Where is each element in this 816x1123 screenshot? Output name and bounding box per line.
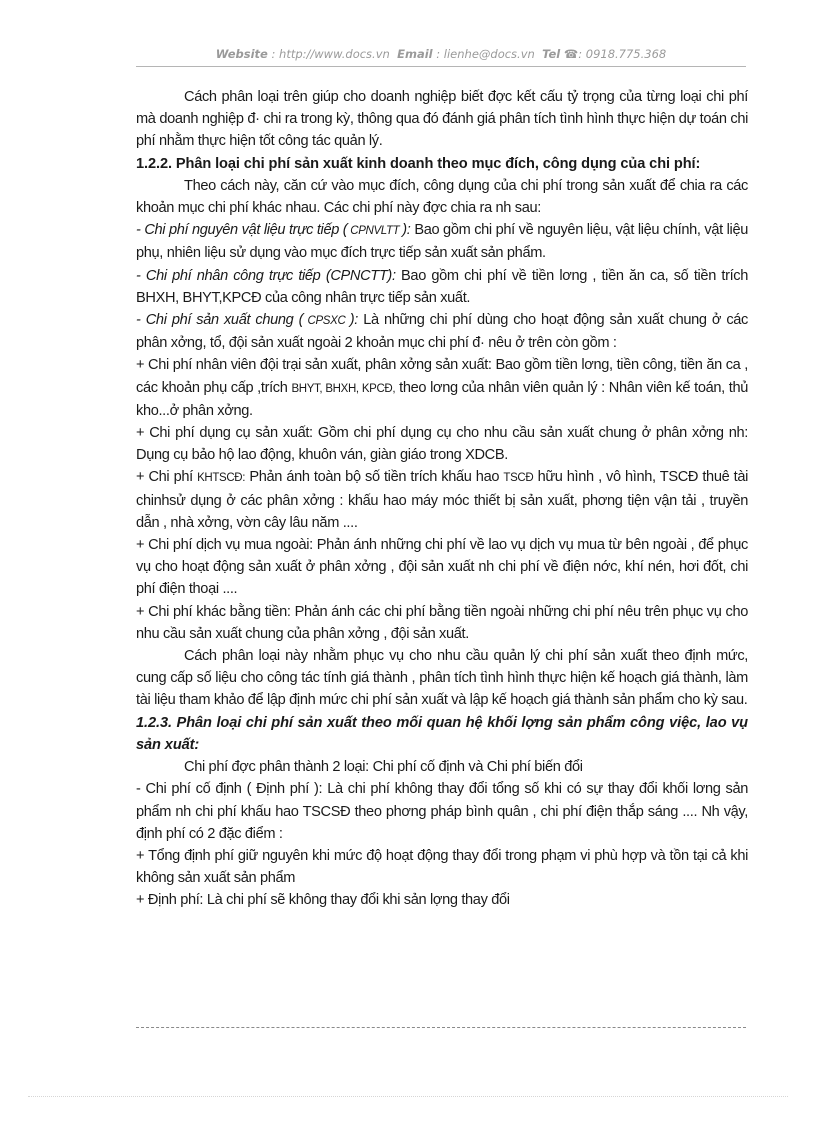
website-url[interactable]: : http://www.docs.vn (271, 47, 390, 61)
section-heading-1-2-2: 1.2.2. Phân loại chi phí sản xuất kinh doanh theo mục đích, công dụng của chi phí: (136, 155, 701, 172)
paragraph-fixed-cost-feature-1: + Tổng định phí giữ nguyên khi mức độ hoạt động thay đổi trong phạm vi phù hợp và tồn tại cả khi không sản xuất sản phẩm (136, 847, 748, 887)
paragraph-direct-material: - Chi phí nguyên vật liệu trực tiếp ( CPNVLTT ): Bao gồm chi phí về nguyên liệu, vật liệu chính, vật liệu phụ, nhiên liệu sử dụng vào mục đích trực tiếp sản xuất sản phẩm. (136, 222, 748, 262)
paragraph-tools-cost: + Chi phí dụng cụ sản xuất: Gồm chi phí dụng cụ cho nhu cầu sản xuất chung ở phân xởng nh: Dụng cụ bảo hộ lao động, khuôn ván, giàn giáo trong XDCB. (136, 425, 748, 464)
email-value[interactable]: : lienhe@docs.vn (436, 47, 535, 61)
tel-value: : 0918.775.368 (578, 47, 667, 61)
paragraph: Cách phân loại trên giúp cho doanh nghiệp biết đợc kết cấu tỷ trọng của từng loại chi phí mà doanh nghiệp đ· chi ra trong kỳ, thông qua đó đánh giá phân tích tình hình thực hiện dự toán chi phí nhằm thực hiện tốt công tác quản lý. (136, 89, 748, 150)
section-heading-1-2-3: 1.2.3. Phân loại chi phí sản xuất theo mối quan hệ khối lợng sản phẩm công việc, lao vụ sản xuất: (136, 714, 748, 753)
phone-icon: ☎ (563, 47, 579, 61)
paragraph-staff-cost: + Chi phí nhân viên đội trại sản xuất, phân xởng sản xuất: Bao gồm tiền lơng, tiền công, tiền ăn ca , các khoản phụ cấp ,trích BHYT, BHXH, KPCĐ, theo lơng của nhân viên quản lý : Nhân viên kế toán, thủ kho...ở phân xởng. (136, 357, 748, 419)
paragraph-fixed-cost: - Chi phí cố định ( Định phí ): Là chi phí không thay đổi tổng số khi có sự thay đổi khối lơng sản phẩm nh chi phí khấu hao TSCSĐ theo phơng pháp bình quân , chi phí điện thắp sáng .... Nh vậy, định phí có 2 đặc điểm : (136, 781, 748, 842)
paragraph-general-production: - Chi phí sản xuất chung ( CPSXC ): Là những chi phí dùng cho hoạt động sản xuất chung ở các phân xởng, tổ, đội sản xuất ngoài 2 khoản mục chi phí đ· nêu ở trên còn gồm : (136, 312, 748, 352)
paragraph: Theo cách này, căn cứ vào mục đích, công dụng của chi phí trong sản xuất để chia ra các khoản mục chi phí khác nhau. Các chi phí này đợc chia ra nh sau: (136, 177, 748, 217)
website-label: Website (215, 47, 268, 61)
paragraph: Cách phân loại này nhằm phục vụ cho nhu cầu quản lý chi phí sản xuất theo định mức, cung cấp số liệu cho công tác tính giá thành , phân tích tình hình thực hiện kế hoạch giá thành, làm tài liệu tham khảo để lập định mức chi phí sản xuất và lập kế hoạch giá thành sản phẩm cho kỳ sau. (136, 648, 748, 709)
paragraph-fixed-cost-feature-2: + Định phí: Là chi phí sẽ không thay đổi khi sản lợng thay đổi (136, 892, 510, 909)
page-edge-divider (28, 1096, 788, 1097)
paragraph-depreciation: + Chi phí KHTSCĐ: Phản ánh toàn bộ số tiền trích khấu hao TSCĐ hữu hình , vô hình, TSCĐ thuê tài chinhsử dụng ở các phân xởng : khấu hao máy móc thiết bị sản xuất, phơng tiện vận tải , truyền dẫn , nhà xởng, vờn cây lâu năm .... (136, 469, 748, 531)
header-divider (136, 66, 746, 67)
page-header (136, 47, 746, 61)
paragraph-outsourced-services: + Chi phí dịch vụ mua ngoài: Phản ánh những chi phí về lao vụ dịch vụ mua từ bên ngoài , để phục vụ cho hoạt động sản xuất ở phân xởng , đội sản xuất nh chi phí về điện nớc, khí nén, hơi đốt, chi phí điện thoại .... (136, 537, 748, 598)
email-label: Email (397, 47, 433, 61)
paragraph: Chi phí đợc phân thành 2 loại: Chi phí cố định và Chi phí biến đổi (184, 759, 583, 776)
tel-label: Tel (542, 47, 561, 61)
paragraph-other-cash-costs: + Chi phí khác bằng tiền: Phản ánh các chi phí bằng tiền ngoài những chi phí nêu trên phục vụ cho nhu cầu sản xuất chung của phân xởng , đội sản xuất. (136, 603, 748, 642)
paragraph-direct-labor: - Chi phí nhân công trực tiếp (CPNCTT): Bao gồm chi phí về tiền lơng , tiền ăn ca, số tiền trích BHXH, BHYT,KPCĐ của công nhân trực tiếp sản xuất. (136, 267, 748, 306)
footer-divider (136, 1027, 746, 1028)
document-body (136, 86, 748, 912)
